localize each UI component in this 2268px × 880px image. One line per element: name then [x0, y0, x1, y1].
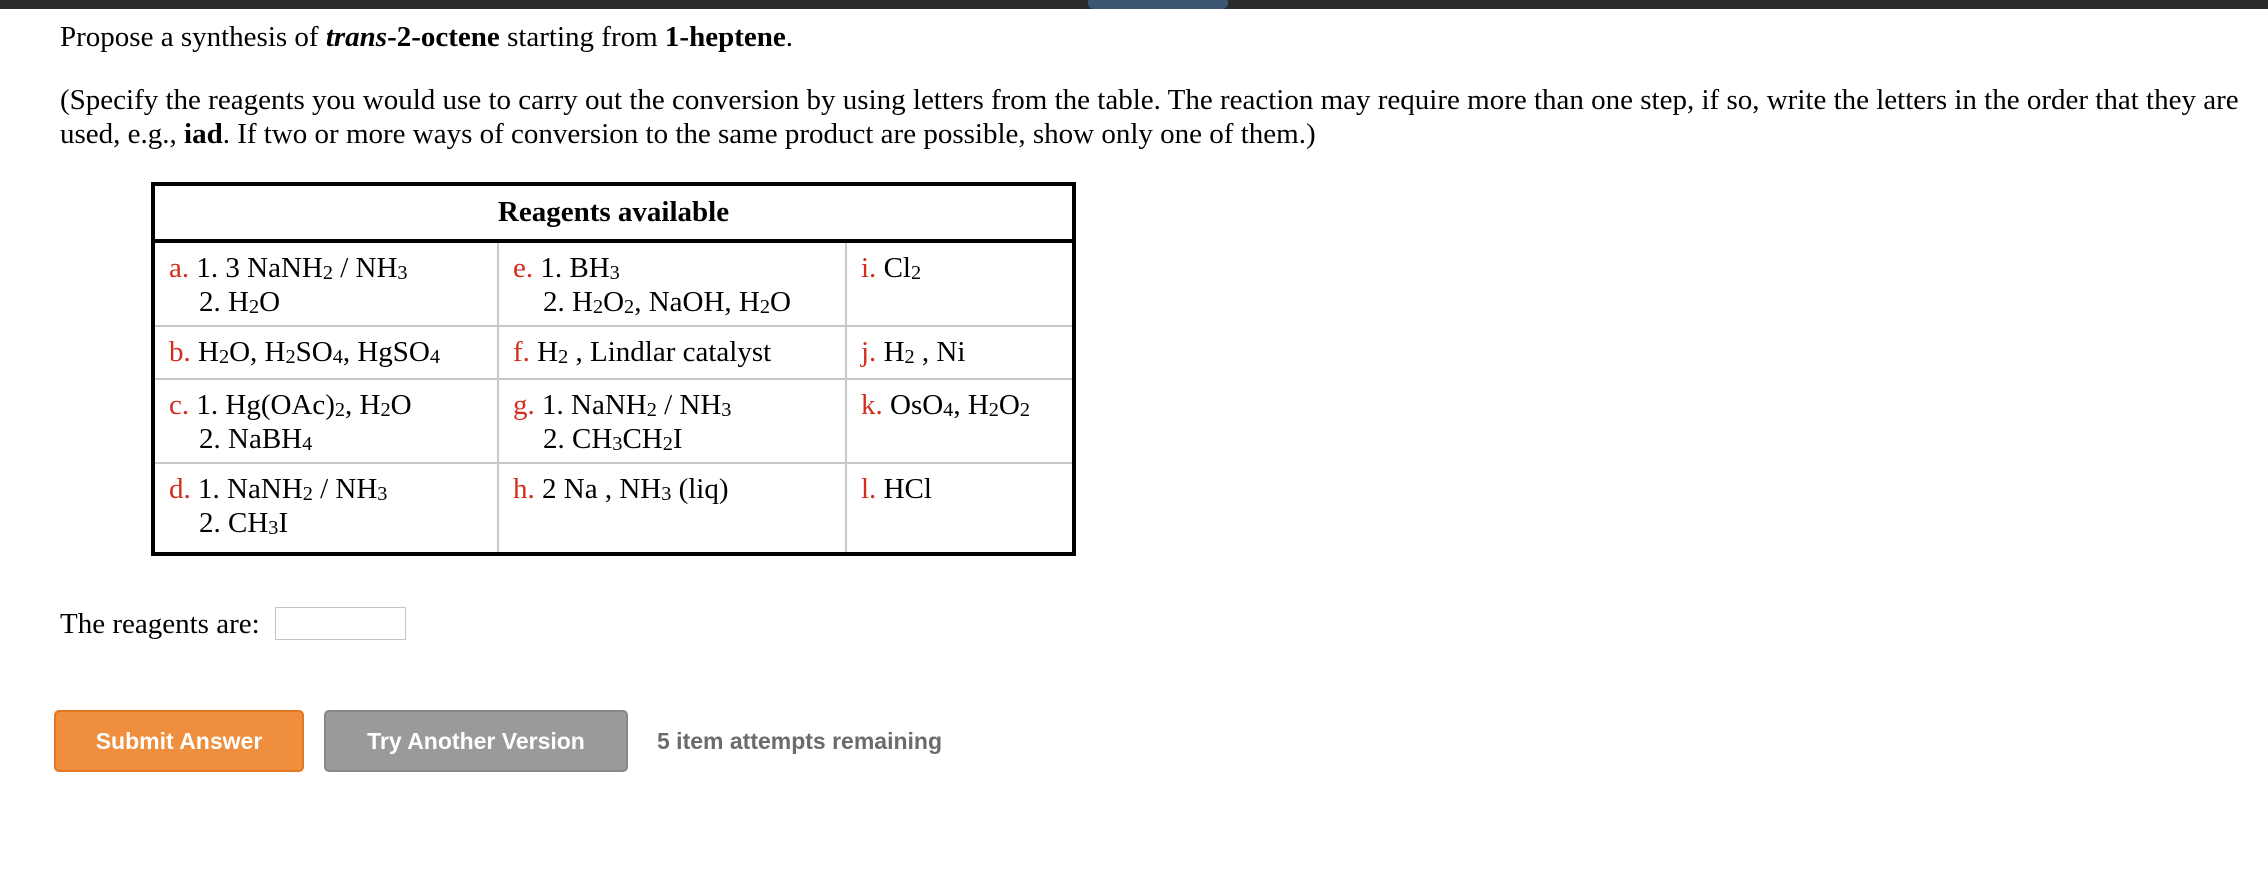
reagent-e-text: O: [769, 286, 791, 318]
reagent-c-line2: [169, 422, 485, 456]
reagent-b-letter: b.: [169, 336, 191, 368]
reagent-j-text: H: [876, 336, 905, 368]
reagent-a-text: / NH: [332, 252, 398, 284]
reagent-k-sub: 2: [988, 399, 999, 422]
starting-material: 1-heptene: [664, 21, 786, 53]
reagent-i-letter: i.: [861, 252, 877, 284]
reagent-d-sub: 3: [268, 517, 279, 540]
reagent-c-line1: [169, 388, 485, 422]
reagent-c-text: 1. Hg(OAc): [189, 389, 335, 421]
reagents-table: [151, 182, 1076, 556]
reagent-k-line1: [861, 388, 1060, 422]
reagent-d-line1: [169, 472, 485, 506]
top-bar: [0, 0, 2268, 9]
reagent-f-sub: 2: [558, 346, 569, 369]
reagent-b: [153, 326, 498, 379]
reagent-a-text: 2. H: [199, 286, 249, 318]
reagent-a-sub: 3: [397, 262, 408, 285]
reagent-k-sub: 4: [943, 399, 954, 422]
reagent-d: [153, 463, 498, 554]
reagent-k-text: , H: [953, 389, 989, 421]
reagent-d-letter: d.: [169, 473, 191, 505]
reagent-d-text: 1. NaNH: [190, 473, 303, 505]
instructions-part2: . If two or more ways of conversion to the same product are possible, show only one of them.): [222, 118, 1316, 150]
reagent-i: [846, 241, 1074, 326]
reagent-j-letter: j.: [861, 336, 877, 368]
reagent-e: [498, 241, 846, 326]
reagent-h-sub: 3: [661, 483, 672, 506]
reagent-d-sub: 2: [302, 483, 313, 506]
reagent-f-line1: [513, 335, 833, 369]
reagent-g-text: 2. CH: [543, 423, 613, 455]
reagent-c-text: 2. NaBH: [199, 423, 303, 455]
reagent-e-letter: e.: [513, 252, 534, 284]
reagent-f-text: H: [529, 336, 559, 368]
reagent-b-text: SO: [295, 336, 333, 368]
target-rest: -2-octene: [387, 21, 500, 53]
reagent-b-text: , HgSO: [342, 336, 430, 368]
reagent-k-text: OsO: [882, 389, 944, 421]
reagent-b-text: O, H: [229, 336, 286, 368]
reagent-f-letter: f.: [513, 336, 530, 368]
reagent-j: [846, 326, 1074, 379]
reagent-f-text: , Lindlar catalyst: [568, 336, 772, 368]
reagents-answer-input[interactable]: [275, 607, 406, 640]
reagent-g-line1: [513, 388, 833, 422]
reagent-d-text: I: [278, 507, 289, 539]
reagent-c-letter: c.: [169, 389, 190, 421]
reagent-k-letter: k.: [861, 389, 883, 421]
attempts-remaining: 5 item attempts remaining: [657, 728, 943, 754]
question-middle: starting from: [499, 21, 665, 53]
reagent-c: [153, 379, 498, 463]
reagent-a-text: 1. 3 NaNH: [189, 252, 323, 284]
reagent-a: [153, 241, 498, 326]
reagent-c-text: , H: [345, 389, 381, 421]
reagent-e-sub: 2: [624, 296, 635, 319]
reagent-c-text: O: [390, 389, 412, 421]
reagent-a-sub: 2: [248, 296, 260, 319]
reagent-e-text: 2. H: [543, 286, 593, 318]
reagent-d-text: 2. CH: [199, 507, 269, 539]
reagent-e-sub: 2: [759, 296, 770, 319]
reagent-a-sub: 2: [322, 262, 333, 285]
reagents-table-header: Reagents available: [153, 184, 1074, 241]
reagent-f: [498, 326, 846, 379]
reagent-g-sub: 3: [612, 433, 623, 456]
target-italic: trans: [325, 21, 388, 53]
reagent-e-text: , NaOH, H: [634, 286, 760, 318]
reagent-g-sub: 2: [662, 433, 673, 456]
reagent-g: [498, 379, 846, 463]
reagent-c-sub: 2: [334, 399, 346, 422]
reagent-d-line2: [169, 506, 485, 540]
reagent-d-text: / NH: [312, 473, 378, 505]
reagent-l: [846, 463, 1074, 554]
reagent-g-text: / NH: [656, 389, 722, 421]
reagent-g-text: 1. NaNH: [534, 389, 647, 421]
reagent-b-sub: 2: [285, 346, 296, 369]
reagent-i-line1: [861, 251, 1060, 285]
reagent-g-letter: g.: [513, 389, 535, 421]
reagent-k-text: O: [998, 389, 1020, 421]
reagent-a-letter: a.: [169, 252, 190, 284]
reagent-l-text: HCl: [876, 473, 932, 505]
reagent-b-line1: [169, 335, 485, 369]
top-bar-tab: [1088, 0, 1228, 9]
reagent-e-text: O: [603, 286, 625, 318]
reagent-d-sub: 3: [377, 483, 388, 506]
reagent-g-text: I: [672, 423, 683, 455]
reagent-b-sub: 2: [218, 346, 230, 369]
reagent-a-text: O: [259, 286, 281, 318]
reagent-b-sub: 4: [332, 346, 343, 369]
reagent-g-text: CH: [622, 423, 663, 455]
reagent-i-sub: 2: [910, 262, 922, 285]
try-another-version-button[interactable]: Try Another Version: [324, 710, 628, 772]
reagent-k-sub: 2: [1019, 399, 1030, 422]
reagent-b-sub: 4: [429, 346, 440, 369]
reagent-a-line1: [169, 251, 485, 285]
reagent-j-sub: 2: [904, 346, 915, 369]
instructions: [60, 83, 2240, 151]
reagent-j-text: , Ni: [914, 336, 966, 368]
reagent-l-line1: [861, 472, 1060, 506]
reagent-h: [498, 463, 846, 554]
reagent-e-text: 1. BH: [533, 252, 610, 284]
question-prefix: Propose a synthesis of: [60, 21, 326, 53]
question-end: .: [785, 21, 793, 53]
reagent-g-sub: 2: [646, 399, 657, 422]
reagent-e-line1: [513, 251, 833, 285]
reagent-h-line1: [513, 472, 833, 506]
reagent-j-line1: [861, 335, 1060, 369]
reagent-g-line2: [513, 422, 833, 456]
instructions-part1: (Specify the reagents you would use to carry out the conversion by using letters from the table. The reaction may require more than one step, if so, write the letters in the order that they are used, e.g.,: [60, 84, 2239, 150]
answer-label: The reagents are:: [60, 608, 260, 640]
reagent-l-letter: l.: [861, 473, 877, 505]
reagent-i-text: Cl: [876, 252, 911, 284]
reagent-e-sub: 2: [592, 296, 604, 319]
reagent-k: [846, 379, 1074, 463]
question-text: [60, 18, 793, 56]
reagent-b-text: H: [190, 336, 219, 368]
reagent-h-letter: h.: [513, 473, 535, 505]
reagent-e-sub: 3: [609, 262, 620, 285]
reagent-a-line2: [169, 285, 485, 319]
reagent-g-sub: 3: [721, 399, 732, 422]
reagent-c-sub: 2: [380, 399, 391, 422]
reagent-h-text: (liq): [671, 473, 729, 505]
reagent-h-text: 2 Na , NH: [534, 473, 662, 505]
reagent-c-sub: 4: [302, 433, 313, 456]
submit-answer-button[interactable]: Submit Answer: [54, 710, 304, 772]
reagent-e-line2: [513, 285, 833, 319]
instructions-example: iad: [184, 118, 223, 150]
